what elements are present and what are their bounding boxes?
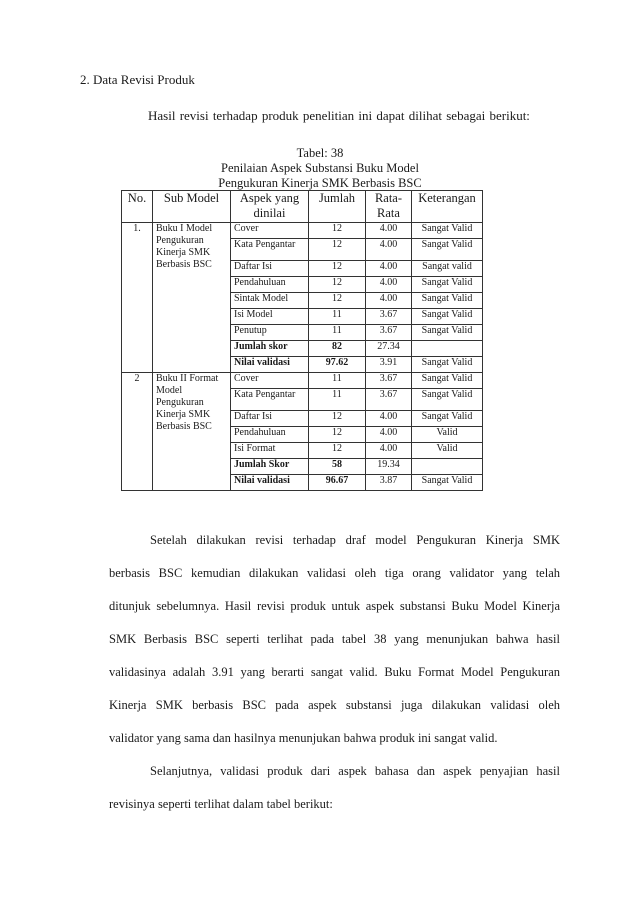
table-header-row [122,191,483,223]
cell-aspek: Cover [231,223,309,239]
cell-aspek: Sintak Model [231,293,309,309]
cell-jumlah: 82 [309,341,366,357]
cell-rata: 3.91 [366,357,412,373]
cell-rata: 27.34 [366,341,412,357]
cell-rata: 19.34 [366,459,412,475]
cell-jumlah: 12 [309,261,366,277]
paragraph1-line: Kinerja SMK berbasis BSC pada aspek substansi juga dilakukan validasi oleh [109,698,560,712]
cell-keterangan: Sangat Valid [412,357,483,373]
header-rata: Rata-Rata [366,191,412,223]
cell-aspek: Daftar Isi [231,411,309,427]
cell-aspek: Isi Format [231,443,309,459]
table-row [122,373,483,389]
cell-aspek: Pendahuluan [231,277,309,293]
cell-jumlah: 11 [309,389,366,411]
cell-aspek: Penutup [231,325,309,341]
cell-aspek: Daftar Isi [231,261,309,277]
cell-jumlah: 96.67 [309,475,366,491]
cell-validity-label: Nilai validasi [231,475,309,491]
cell-aspek: Isi Model [231,309,309,325]
paragraph1-line: Setelah dilakukan revisi terhadap draf model Pengukuran Kinerja SMK [150,533,560,547]
cell-validity-label: Nilai validasi [231,357,309,373]
assessment-table [121,190,483,491]
cell-keterangan: Sangat Valid [412,411,483,427]
cell-jumlah: 12 [309,239,366,261]
paragraph1-line: validasinya adalah 3.91 yang berarti sangat valid. Buku Format Model Pengukuran [109,665,560,679]
cell-rata: 3.67 [366,373,412,389]
section-heading: 2. Data Revisi Produk [80,72,195,87]
cell-rata: 4.00 [366,261,412,277]
cell-jumlah: 12 [309,411,366,427]
cell-rata: 4.00 [366,277,412,293]
paragraph1-line: ditunjuk sebelumnya. Hasil revisi produk untuk aspek substansi Buku Model Kinerja [109,599,560,613]
table-caption-title: Penilaian Aspek Substansi Buku Model [221,161,419,175]
header-aspek: Aspek yang dinilai [231,191,309,223]
cell-total-label: Jumlah skor [231,341,309,357]
cell-rata: 4.00 [366,239,412,261]
cell-aspek: Kata Pengantar [231,239,309,261]
cell-keterangan: Sangat Valid [412,373,483,389]
cell-jumlah: 12 [309,293,366,309]
header-jumlah: Jumlah [309,191,366,223]
cell-sub-model: Buku II Format Model Pengukuran Kinerja SMK Berbasis BSC [153,373,231,491]
cell-rata: 4.00 [366,293,412,309]
paragraph2-line: revisinya seperti terlihat dalam tabel berikut: [109,797,333,811]
cell-keterangan: Sangat Valid [412,389,483,411]
cell-keterangan: Sangat Valid [412,325,483,341]
paragraph1-line: berbasis BSC kemudian dilakukan validasi oleh tiga orang validator yang telah [109,566,560,580]
paragraph1-line: validator yang sama dan hasilnya menunjukan bahwa produk ini sangat valid. [109,731,498,745]
cell-jumlah: 58 [309,459,366,475]
cell-jumlah: 12 [309,223,366,239]
cell-rata: 4.00 [366,223,412,239]
table-caption-number: Tabel: 38 [296,146,344,160]
header-sub-model: Sub Model [153,191,231,223]
cell-jumlah: 11 [309,373,366,389]
cell-no: 1. [122,223,153,373]
cell-keterangan: Sangat Valid [412,475,483,491]
cell-jumlah: 12 [309,443,366,459]
cell-sub-model: Buku I Model Pengukuran Kinerja SMK Berbasis BSC [153,223,231,373]
cell-keterangan: Sangat valid [412,261,483,277]
cell-keterangan [412,459,483,475]
header-keterangan: Keterangan [412,191,483,223]
cell-keterangan: Sangat Valid [412,223,483,239]
cell-rata: 3.67 [366,389,412,411]
cell-rata: 3.67 [366,325,412,341]
cell-jumlah: 12 [309,427,366,443]
cell-jumlah: 11 [309,325,366,341]
cell-keterangan: Valid [412,427,483,443]
paragraph2-line: Selanjutnya, validasi produk dari aspek bahasa dan aspek penyajian hasil [150,764,560,778]
cell-keterangan: Sangat Valid [412,293,483,309]
cell-rata: 4.00 [366,427,412,443]
cell-aspek: Pendahuluan [231,427,309,443]
cell-keterangan: Sangat Valid [412,277,483,293]
cell-no: 2 [122,373,153,491]
cell-aspek: Kata Pengantar [231,389,309,411]
cell-rata: 3.87 [366,475,412,491]
cell-keterangan: Sangat Valid [412,239,483,261]
table-row [122,223,483,239]
cell-jumlah: 11 [309,309,366,325]
header-no: No. [122,191,153,223]
cell-jumlah: 97.62 [309,357,366,373]
cell-aspek: Cover [231,373,309,389]
cell-keterangan: Sangat Valid [412,309,483,325]
cell-keterangan [412,341,483,357]
paragraph1-line: SMK Berbasis BSC seperti terlihat pada tabel 38 yang menunjukan bahwa hasil [109,632,560,646]
cell-jumlah: 12 [309,277,366,293]
cell-total-label: Jumlah Skor [231,459,309,475]
cell-keterangan: Valid [412,443,483,459]
cell-rata: 4.00 [366,411,412,427]
cell-rata: 3.67 [366,309,412,325]
cell-rata: 4.00 [366,443,412,459]
intro-text: Hasil revisi terhadap produk penelitian ini dapat dilihat sebagai berikut: [148,108,530,123]
table-caption-subtitle: Pengukuran Kinerja SMK Berbasis BSC [218,176,422,190]
